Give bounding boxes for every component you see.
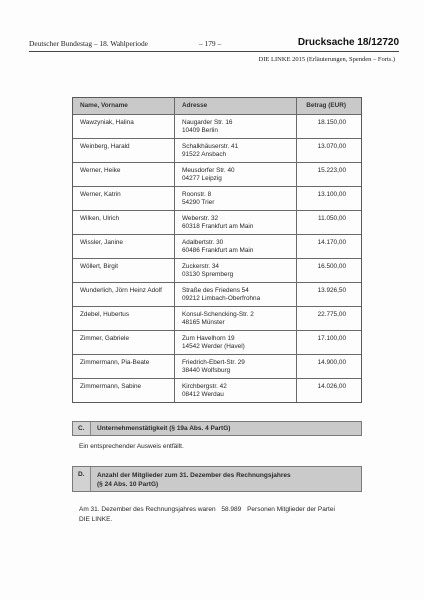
donor-address	[175, 163, 297, 186]
table-row	[73, 378, 361, 402]
section-d-title	[91, 467, 291, 491]
donor-address	[175, 331, 297, 354]
section-d-text-before: Am 31. Dezember des Rechnungsjahres waren	[79, 506, 216, 513]
donor-name: Werner, Katrin	[73, 187, 175, 210]
address-street: Zum Havelhorn 19	[182, 335, 235, 342]
table-body	[73, 114, 361, 402]
address-street: Schalkhäuserstr. 41	[182, 143, 239, 150]
address-city: 48165 Münster	[182, 319, 225, 327]
donor-address	[175, 115, 297, 138]
section-d-heading	[72, 466, 362, 492]
table-row	[73, 186, 361, 210]
donor-address	[175, 355, 297, 378]
donor-address	[175, 307, 297, 330]
donor-address	[175, 235, 297, 258]
address-street: Meusdorfer Str. 40	[182, 167, 235, 174]
table-row	[73, 306, 361, 330]
column-header-amount: Betrag (EUR)	[306, 102, 346, 109]
address-city: 60318 Frankfurt am Main	[182, 223, 254, 231]
table-row	[73, 138, 361, 162]
table-row	[73, 258, 361, 282]
section-d-title-line1: Anzahl der Mitglieder zum 31. Dezember des Rechnungsjahres	[97, 472, 291, 479]
section-d-text-after: Personen Mitglieder der Partei	[247, 506, 335, 513]
address-city: 09212 Limbach-Oberfrohna	[182, 295, 261, 303]
donor-name: Zimmer, Gabriele	[73, 331, 175, 354]
section-d-letter: D.	[73, 467, 91, 491]
donor-name: Zdebel, Hubertus	[73, 307, 175, 330]
address-street: Weberstr. 32	[182, 215, 219, 222]
document-number: Drucksache 18/12720	[297, 37, 399, 48]
donation-amount: 11.050,00	[318, 215, 346, 222]
section-c-letter: C.	[73, 422, 91, 435]
section-c-title: Unternehmenstätigkeit (§ 19a Abs. 4 PartG)	[97, 425, 231, 432]
address-city: 60486 Frankfurt am Main	[182, 247, 254, 255]
address-street: Zuckerstr. 34	[182, 263, 219, 270]
address-city: 91522 Ansbach	[182, 151, 227, 159]
table-row	[73, 114, 361, 138]
member-count: 58.989	[221, 506, 242, 513]
address-city: 04277 Leipzig	[182, 175, 222, 183]
table-row	[73, 282, 361, 306]
donor-address	[175, 211, 297, 234]
donations-table	[72, 97, 362, 403]
donor-address	[175, 187, 297, 210]
donor-name: Wawzyniak, Halina	[73, 115, 175, 138]
address-city: 03130 Spremberg	[182, 271, 234, 279]
address-street: Roonstr. 8	[182, 191, 212, 198]
donation-amount: 14.900,00	[317, 359, 346, 366]
table-row	[73, 210, 361, 234]
column-header-address: Adresse	[175, 98, 297, 114]
table-header-row	[73, 98, 361, 114]
address-street: Friedrich-Ebert-Str. 29	[182, 359, 245, 366]
donation-amount: 13.926,50	[317, 287, 346, 294]
donation-amount: 13.100,00	[317, 191, 346, 198]
donor-address	[175, 283, 297, 306]
column-header-name: Name, Vorname	[73, 98, 175, 114]
section-d-text-line1	[79, 505, 335, 514]
table-row	[73, 162, 361, 186]
donation-amount: 14.170,00	[317, 239, 346, 246]
table-row	[73, 354, 361, 378]
address-city: 10409 Berlin	[182, 127, 218, 135]
address-street: Adalbertstr. 30	[182, 239, 224, 246]
donor-address	[175, 379, 297, 402]
donation-amount: 13.070,00	[317, 143, 346, 150]
donor-address	[175, 139, 297, 162]
table-row	[73, 330, 361, 354]
section-c-text: Ein entsprechender Ausweis entfällt.	[79, 443, 184, 450]
address-street: Konsul-Schencking-Str. 2	[182, 311, 254, 318]
donation-amount: 18.150,00	[317, 119, 346, 126]
donor-name: Zimmermann, Sabine	[73, 379, 175, 402]
address-city: 38440 Wolfsburg	[182, 367, 231, 375]
section-d-title-line2: (§ 24 Abs. 10 PartG)	[97, 481, 159, 488]
address-city: 14542 Werder (Havel)	[182, 343, 245, 351]
header-parliament: Deutscher Bundestag – 18. Wahlperiode	[29, 39, 148, 48]
donor-name: Wissler, Janine	[73, 235, 175, 258]
header-rule	[29, 51, 399, 52]
page-number: – 179 –	[199, 39, 222, 48]
donation-amount: 17.100,00	[317, 335, 346, 342]
address-city: 54290 Trier	[182, 199, 215, 207]
donor-name: Zimmermann, Pia-Beate	[73, 355, 175, 378]
section-c-heading	[72, 421, 362, 436]
section-subheader: DIE LINKE 2015 (Erläuterungen, Spenden – Forts.)	[258, 56, 395, 63]
donor-address	[175, 259, 297, 282]
donor-name: Wunderlich, Jörn Heinz Adolf	[73, 283, 175, 306]
donation-amount: 16.500,00	[317, 263, 346, 270]
donor-name: Wilken, Ulrich	[73, 211, 175, 234]
donation-amount: 15.223,00	[317, 167, 346, 174]
donor-name: Wöllert, Birgit	[73, 259, 175, 282]
donor-name: Werner, Heike	[73, 163, 175, 186]
donation-amount: 14.026,00	[317, 383, 346, 390]
donation-amount: 22.775,00	[317, 311, 346, 318]
address-street: Straße des Friedens 54	[182, 287, 249, 294]
address-street: Naugarder Str. 16	[182, 119, 233, 126]
section-d-text-line2: DIE LINKE.	[79, 516, 113, 523]
address-street: Kirchbergstr. 42	[182, 383, 227, 390]
donor-name: Weinberg, Harald	[73, 139, 175, 162]
table-row	[73, 234, 361, 258]
address-city: 08412 Werdau	[182, 391, 224, 399]
